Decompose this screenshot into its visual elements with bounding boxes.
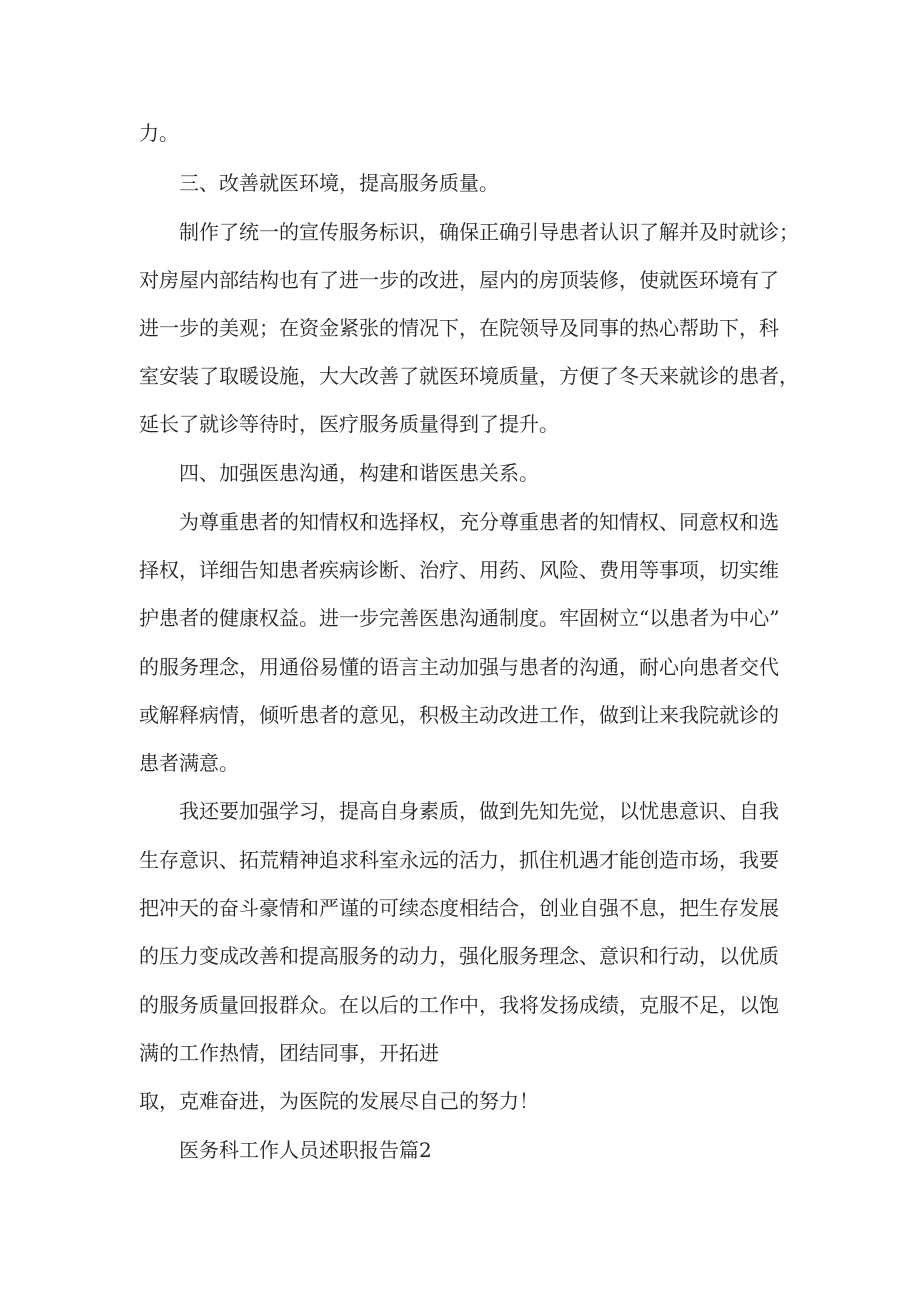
section-heading-4: 四、加强医患沟通，构建和谐医患关系。 (179, 461, 539, 485)
report-title: 医务科工作人员述职报告篇2 (179, 1138, 432, 1162)
text-line-10: 择权，详细告知患者疾病诊断、治疗、用药、风险、费用等事项，切实维 (139, 558, 779, 582)
text-line-12: 的服务理念，用通俗易懂的语言主动加强与患者的沟通，耐心向患者交代 (139, 655, 779, 679)
section-heading-3: 三、改善就医环境，提高服务质量。 (179, 171, 499, 195)
text-line-19: 的服务质量回报群众。在以后的工作中，我将发扬成绩，克服不足，以饱 (139, 993, 779, 1017)
text-line-11: 护患者的健康权益。进一步完善医患沟通制度。牢固树立“以患者为中心” (139, 606, 780, 630)
text-line-4: 对房屋内部结构也有了进一步的改进，屋内的房顶装修，使就医环境有了 (139, 268, 779, 292)
text-line-13: 或解释病情，倾听患者的意见，积极主动改进工作，做到让来我院就诊的 (139, 703, 779, 727)
text-line-16: 生存意识、拓荒精神追求科室永远的活力，抓住机遇才能创造市场，我要 (139, 848, 779, 872)
text-line-15: 我还要加强学习，提高自身素质，做到先知先觉，以忧患意识、自我 (179, 799, 779, 823)
text-line-17: 把冲天的奋斗豪情和严谨的可续态度相结合，创业自强不息，把生存发展 (139, 896, 779, 920)
text-line-1: 力。 (139, 121, 179, 145)
text-line-6: 室安装了取暖设施，大大改善了就医环境质量，方便了冬天来就诊的患者， (139, 364, 799, 388)
text-line-18: 的压力变成改善和提高服务的动力，强化服务理念、意识和行动，以优质 (139, 944, 779, 968)
text-line-9: 为尊重患者的知情权和选择权，充分尊重患者的知情权、同意权和选 (179, 510, 779, 534)
text-line-21: 取，克难奋进，为医院的发展尽自己的努力！ (139, 1089, 539, 1113)
text-line-3: 制作了统一的宣传服务标识，确保正确引导患者认识了解并及时就诊； (179, 220, 799, 244)
text-line-5: 进一步的美观；在资金紧张的情况下，在院领导及同事的热心帮助下，科 (139, 316, 779, 340)
text-line-7: 延长了就诊等待时，医疗服务质量得到了提升。 (139, 412, 559, 436)
text-line-20: 满的工作热情，团结同事，开拓进 (139, 1041, 439, 1065)
text-line-14: 患者满意。 (139, 751, 239, 775)
